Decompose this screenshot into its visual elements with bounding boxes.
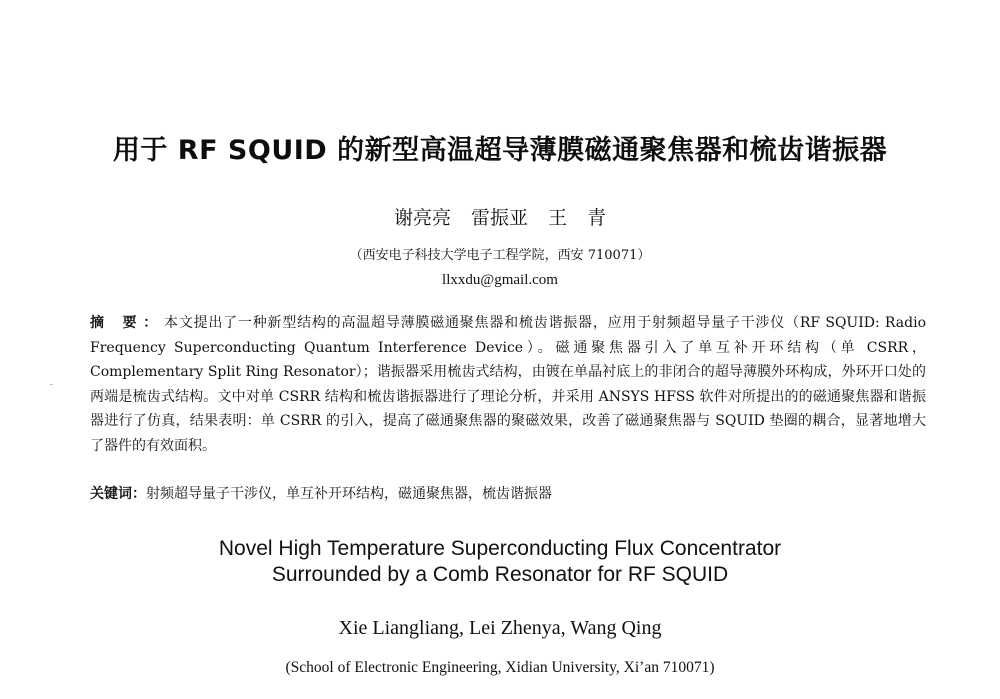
author-email: llxxdu@gmail.com bbox=[442, 272, 558, 288]
english-title bbox=[0, 536, 1000, 588]
abstract-label: 摘 要： bbox=[90, 315, 165, 331]
english-title-line-2: Surrounded by a Comb Resonator for RF SQUID bbox=[271, 563, 729, 586]
scan-artifact-mark bbox=[50, 384, 53, 385]
english-affiliation: (School of Electronic Engineering, Xidian University, Xi’an 710071) bbox=[285, 659, 715, 676]
chinese-keywords bbox=[90, 482, 926, 506]
chinese-title: 用于 RF SQUID 的新型高温超导薄膜磁通聚焦器和梳齿谐振器 bbox=[112, 135, 888, 166]
keywords-text: 射频超导量子干涉仪，单互补开环结构，磁通聚焦器，梳齿谐振器 bbox=[146, 486, 552, 502]
abstract-text: 本文提出了一种新型结构的高温超导薄膜磁通聚焦器和梳齿谐振器，应用于射频超导量子干涉仪（RF SQUID: Radio Frequency Superconducting Quantum Interference Device）。磁通聚焦器引入了单互补开环结构（单 CSRR，Complementary Split Ring Resonator）；谐振器采用梳齿式结构，由镀在单晶衬底上的非闭合的超导薄膜外环构成，外环开口处的两端是梳齿式结构。文中对单 CSRR 结构和梳齿谐振器进行了理论分析，并采用 ANSYS HFSS 软件对所提出的的磁通聚焦器和谐振器进行了仿真，结果表明：单 CSRR 的引入，提高了磁通聚焦器的聚磁效果，改善了磁通聚焦器与 SQUID 垫圈的耦合，显著地增大了器件的有效面积。 bbox=[90, 315, 927, 454]
chinese-abstract bbox=[90, 311, 926, 458]
chinese-affiliation: （西安电子科技大学电子工程学院，西安 710071） bbox=[349, 248, 651, 263]
keywords-label: 关键词： bbox=[90, 486, 146, 502]
english-authors: Xie Liangliang, Lei Zhenya, Wang Qing bbox=[338, 617, 662, 639]
chinese-authors: 谢亮亮 雷振亚 王 青 bbox=[393, 207, 607, 229]
english-title-line-1: Novel High Temperature Superconducting Flux Concentrator bbox=[218, 537, 782, 560]
